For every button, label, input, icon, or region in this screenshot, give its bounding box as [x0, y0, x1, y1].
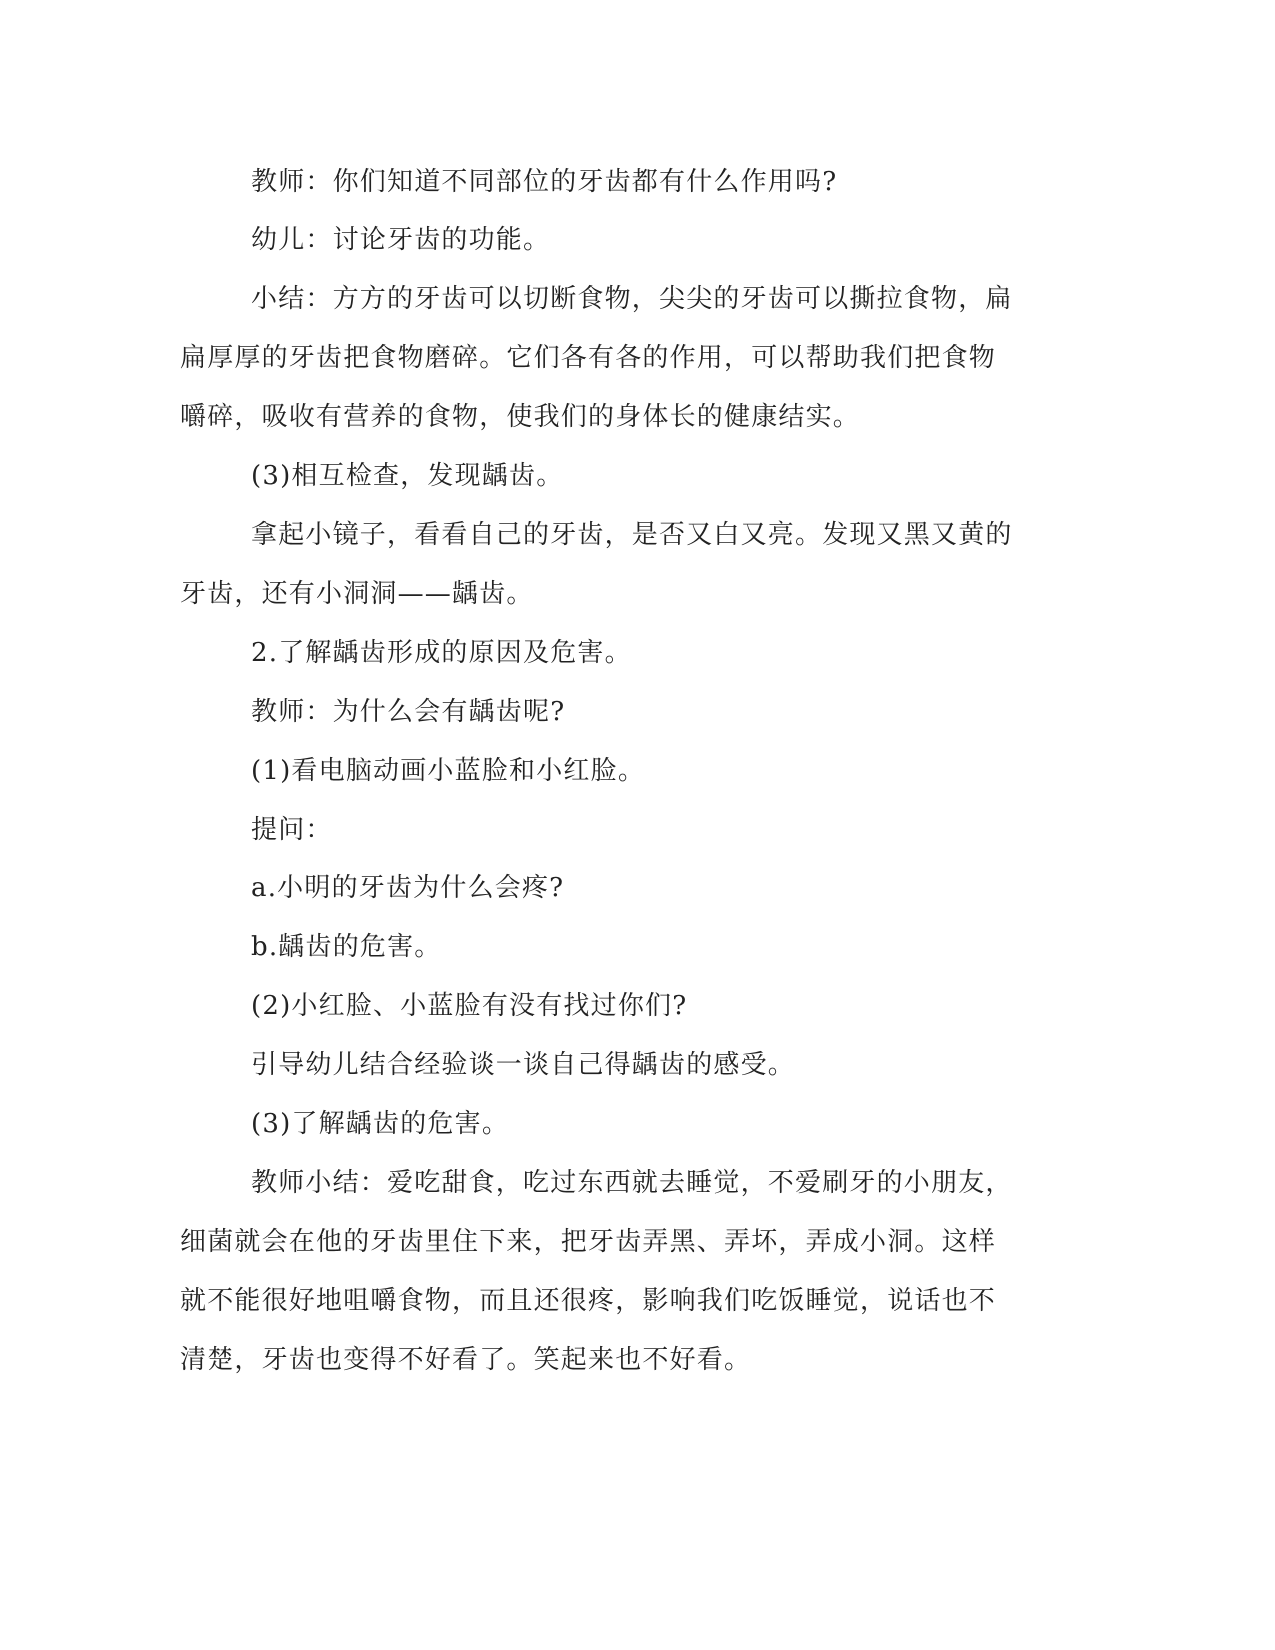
paragraph-teacher-question: 教师：你们知道不同部位的牙齿都有什么作用吗? — [251, 167, 838, 197]
paragraph-question-label: 提问： — [251, 815, 333, 845]
paragraph-teacher-why: 教师：为什么会有龋齿呢? — [251, 697, 566, 727]
paragraph-step-3-check: (3)相互检查，发现龋齿。 — [251, 461, 564, 491]
paragraph-teacher-summary-line-3: 就不能很好地咀嚼食物，而且还很疼，影响我们吃饭睡觉，说话也不 — [180, 1286, 997, 1316]
paragraph-teacher-summary-line-2: 细菌就会在他的牙齿里住下来，把牙齿弄黑、弄坏，弄成小洞。这样 — [180, 1227, 997, 1257]
paragraph-mirror-line-1: 拿起小镜子，看看自己的牙齿，是否又白又亮。发现又黑又黄的 — [251, 520, 1013, 550]
section-heading-2: 2.了解龋齿形成的原因及危害。 — [251, 638, 632, 668]
paragraph-teacher-summary-line-1: 教师小结：爱吃甜食，吃过东西就去睡觉，不爱刷牙的小朋友， — [251, 1168, 1013, 1198]
paragraph-question-a: a.小明的牙齿为什么会疼? — [251, 873, 565, 903]
paragraph-step-1-animation: (1)看电脑动画小蓝脸和小红脸。 — [251, 756, 646, 786]
paragraph-children-discuss: 幼儿：讨论牙齿的功能。 — [251, 225, 551, 255]
paragraph-summary-line-3: 嚼碎，吸收有营养的食物，使我们的身体长的健康结实。 — [180, 402, 861, 432]
paragraph-step-2: (2)小红脸、小蓝脸有没有找过你们? — [251, 991, 688, 1021]
paragraph-summary-line-2: 扁厚厚的牙齿把食物磨碎。它们各有各的作用，可以帮助我们把食物 — [180, 343, 997, 373]
paragraph-summary-line-1: 小结：方方的牙齿可以切断食物，尖尖的牙齿可以撕拉食物，扁 — [251, 284, 1013, 314]
paragraph-guide-children: 引导幼儿结合经验谈一谈自己得龋齿的感受。 — [251, 1050, 796, 1080]
paragraph-teacher-summary-line-4: 清楚，牙齿也变得不好看了。笑起来也不好看。 — [180, 1345, 752, 1375]
paragraph-mirror-line-2: 牙齿，还有小洞洞——龋齿。 — [180, 579, 534, 609]
paragraph-step-3-harm: (3)了解龋齿的危害。 — [251, 1109, 510, 1139]
paragraph-question-b: b.龋齿的危害。 — [251, 932, 442, 962]
